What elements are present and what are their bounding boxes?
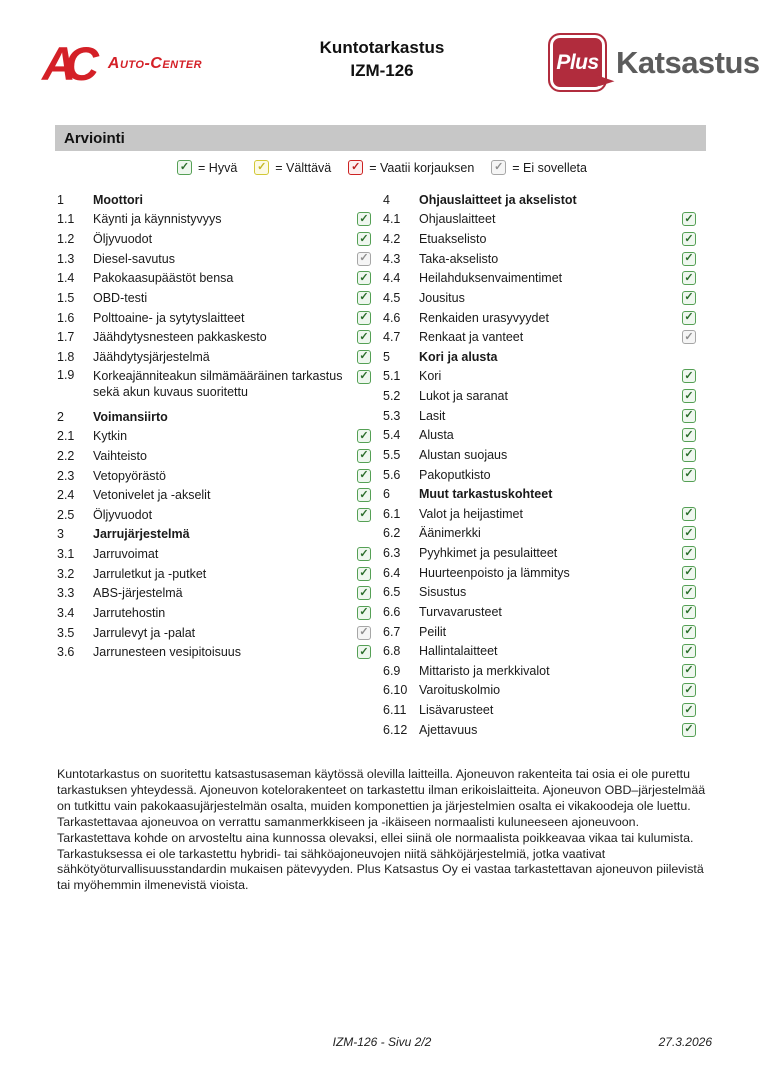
item-label: Renkaiden urasyvyydet: [419, 310, 549, 325]
checklist-row: [383, 661, 696, 681]
checklist-row: [57, 367, 371, 407]
checklist-row: [383, 602, 696, 622]
item-number: 1.3: [57, 251, 75, 266]
legend-item: [491, 160, 587, 175]
item-label: Peilit: [419, 624, 447, 639]
status-checkbox-good: ✓: [682, 526, 696, 540]
status-checkbox-good: ✓: [682, 605, 696, 619]
item-number: 4: [383, 192, 390, 207]
item-label: Alustan suojaus: [419, 447, 508, 462]
checklist-row: [383, 543, 696, 563]
status-checkbox-good: ✓: [682, 585, 696, 599]
item-label: Valot ja heijastimet: [419, 506, 523, 521]
item-label: Jäähdytysnesteen pakkaskesto: [93, 330, 267, 345]
item-number: 4.6: [383, 310, 401, 325]
item-label: Kori: [419, 369, 442, 384]
item-number: 6.7: [383, 624, 401, 639]
checklist-row: [57, 407, 371, 427]
checklist-row: [383, 700, 696, 720]
item-number: 6: [383, 487, 390, 502]
item-number: 5.6: [383, 467, 401, 482]
item-number: 5.4: [383, 428, 401, 443]
legend-label: = Vaatii korjauksen: [369, 160, 475, 175]
item-label: Jarruletkut ja -putket: [93, 566, 207, 581]
item-number: 6.8: [383, 644, 401, 659]
status-checkbox-good: ✓: [682, 252, 696, 266]
plus-katsastus-logo: [548, 33, 760, 92]
checklist-row: [57, 327, 371, 347]
item-label: Ohjauslaitteet: [419, 212, 496, 227]
item-number: 4.1: [383, 212, 401, 227]
item-label: ABS-järjestelmä: [93, 586, 183, 601]
item-label: Varoituskolmio: [419, 683, 501, 698]
status-checkbox-good: ✓: [357, 350, 371, 364]
plus-badge-icon: [548, 33, 607, 92]
item-number: 1.2: [57, 232, 75, 247]
checklist-col-left: [57, 190, 371, 740]
item-number: 1.7: [57, 330, 75, 345]
legend-checkbox-na: ✓: [491, 160, 506, 175]
item-number: 3.1: [57, 547, 75, 562]
item-number: 1.1: [57, 212, 75, 227]
item-label: Moottori: [93, 192, 143, 207]
item-number: 5: [383, 349, 390, 364]
disclaimer-text: Kuntotarkastus on suoritettu katsastusaseman käytössä olevilla laitteilla. Ajoneuvon rakenteita tai osia ei ole purettu tarkastuksen yhteydessä. Ajoneuvon kotelorakenteet on tarkastettu ilman erikoislaitteita. Ajoneuvon OBD–järjestelmää on tutkittu vain pakokaasujärjestelmän osalta, muiden komponettien ja järjestelmien osalta ei vikakoodeja ole luettu. Tarkastettavaa ajoneuvoa on verrattu samanmerkkiseen ja -ikäiseen normaalisti kuluneeseen ajoneuvoon. Tarkastettava kohde on arvosteltu aina kunnossa olevaksi, ellei siinä ole normaalista poikkeavaa vikaa tai kulumista. Tarkastuksessa ei ole tarkastettu hybridi- tai sähköajoneuvojen niitä sähköjärjestelmiä, jotka vaativat sähkötyöturvallisuusstandardin mukaisen pätevyyden. Plus Katsastus Oy ei vastaa tarkastettavan ajoneuvon piilevistä tai myöhemmin ilmenevistä vioista.: [57, 767, 706, 893]
checklist-row: [383, 249, 696, 269]
checklist-row: [383, 269, 696, 289]
item-label: Korkeajänniteakun silmämääräinen tarkastus sekä akun kuvaus suoritettu: [93, 368, 343, 400]
status-checkbox-good: ✓: [682, 311, 696, 325]
checklist-row: [383, 288, 696, 308]
checklist-row: [57, 347, 371, 367]
item-label: Jarrunesteen vesipitoisuus: [93, 645, 241, 660]
status-checkbox-good: ✓: [357, 508, 371, 522]
item-label: Alusta: [419, 428, 454, 443]
checklist-row: [383, 622, 696, 642]
item-number: 4.5: [383, 290, 401, 305]
item-label: Jarrutehostin: [93, 605, 166, 620]
item-label: Kori ja alusta: [419, 349, 498, 364]
item-number: 1.9: [57, 367, 75, 382]
item-number: 4.4: [383, 271, 401, 286]
legend-checkbox-fair: ✓: [254, 160, 269, 175]
auto-center-logo-text: Auto-Center: [107, 54, 203, 72]
checklist-row: [57, 544, 371, 564]
legend-checkbox-repair: ✓: [348, 160, 363, 175]
item-label: Ohjauslaitteet ja akselistot: [419, 192, 577, 207]
status-checkbox-good: ✓: [357, 370, 371, 384]
status-checkbox-good: ✓: [682, 448, 696, 462]
vehicle-registration-number: IZM-126: [350, 61, 414, 80]
item-number: 6.3: [383, 546, 401, 561]
checklist-row: [57, 427, 371, 447]
item-number: 6.9: [383, 663, 401, 678]
item-number: 6.10: [383, 683, 408, 698]
item-label: Öljyvuodot: [93, 232, 153, 247]
checklist-row: [383, 210, 696, 230]
legend-label: = Ei sovelleta: [512, 160, 587, 175]
item-label: Mittaristo ja merkkivalot: [419, 663, 550, 678]
status-checkbox-good: ✓: [682, 232, 696, 246]
legend-label: = Hyvä: [198, 160, 238, 175]
checklist-row: [383, 504, 696, 524]
checklist-row: [57, 466, 371, 486]
item-label: OBD-testi: [93, 290, 148, 305]
item-number: 5.2: [383, 389, 401, 404]
item-number: 4.3: [383, 251, 401, 266]
checklist-row: [383, 229, 696, 249]
item-number: 2.3: [57, 468, 75, 483]
item-label: Ajettavuus: [419, 722, 478, 737]
item-label: Jarruvoimat: [93, 547, 159, 562]
legend-item: [348, 160, 474, 175]
item-label: Vetopyörästö: [93, 468, 166, 483]
checklist-row: [383, 327, 696, 347]
item-label: Pyyhkimet ja pesulaitteet: [419, 546, 558, 561]
item-number: 6.1: [383, 506, 401, 521]
document-title-line1: Kuntotarkastus: [319, 38, 445, 57]
section-title: Arviointi: [64, 129, 125, 147]
status-checkbox-good: ✓: [682, 644, 696, 658]
status-checkbox-na: ✓: [357, 252, 371, 266]
item-label: Jarrulevyt ja -palat: [93, 625, 196, 640]
item-label: Huurteenpoisto ja lämmitys: [419, 565, 570, 580]
item-number: 2.5: [57, 507, 75, 522]
item-number: 6.11: [383, 703, 407, 718]
item-label: Öljyvuodot: [93, 507, 153, 522]
status-checkbox-good: ✓: [682, 271, 696, 285]
checklist-row: [383, 406, 696, 426]
item-label: Taka-akselisto: [419, 251, 499, 266]
checklist-row: [57, 564, 371, 584]
status-checkbox-good: ✓: [682, 389, 696, 403]
item-label: Käynti ja käynnistyvyys: [93, 212, 222, 227]
item-number: 6.6: [383, 604, 401, 619]
section-header-bar: [55, 125, 706, 151]
status-checkbox-good: ✓: [357, 291, 371, 305]
checklist-row: [57, 210, 371, 230]
status-checkbox-good: ✓: [682, 468, 696, 482]
status-checkbox-good: ✓: [682, 291, 696, 305]
item-number: 3.3: [57, 586, 75, 601]
checklist-row: [57, 603, 371, 623]
item-number: 6.2: [383, 526, 401, 541]
checklist-row: [57, 229, 371, 249]
status-checkbox-good: ✓: [357, 606, 371, 620]
item-label: Pakoputkisto: [419, 467, 491, 482]
checklist-row: [57, 485, 371, 505]
item-number: 4.7: [383, 330, 401, 345]
status-checkbox-good: ✓: [682, 507, 696, 521]
status-checkbox-good: ✓: [357, 330, 371, 344]
checklist-row: [383, 484, 696, 504]
status-checkbox-good: ✓: [357, 645, 371, 659]
item-label: Muut tarkastuskohteet: [419, 487, 553, 502]
item-label: Lukot ja saranat: [419, 389, 508, 404]
checklist-row: [383, 367, 696, 387]
status-checkbox-good: ✓: [357, 311, 371, 325]
status-checkbox-good: ✓: [682, 369, 696, 383]
item-number: 5.1: [383, 369, 401, 384]
status-checkbox-good: ✓: [682, 212, 696, 226]
checklist-row: [383, 583, 696, 603]
checklist-row: [383, 465, 696, 485]
item-label: Polttoaine- ja sytytyslaitteet: [93, 310, 245, 325]
checklist-row: [383, 190, 696, 210]
status-checkbox-good: ✓: [682, 683, 696, 697]
checklist-row: [57, 525, 371, 545]
status-checkbox-good: ✓: [357, 586, 371, 600]
status-checkbox-good: ✓: [357, 271, 371, 285]
status-checkbox-good: ✓: [357, 469, 371, 483]
checklist-row: [57, 288, 371, 308]
item-label: Vaihteisto: [93, 448, 147, 463]
item-label: Vetonivelet ja -akselit: [93, 488, 211, 503]
item-number: 2.2: [57, 448, 75, 463]
checklist-row: [383, 563, 696, 583]
item-number: 1: [57, 192, 64, 207]
legend: [0, 160, 764, 175]
item-number: 6.4: [383, 565, 401, 580]
checklist-row: [383, 524, 696, 544]
item-number: 3.4: [57, 605, 75, 620]
item-number: 1.6: [57, 310, 75, 325]
item-label: Jäähdytysjärjestelmä: [93, 349, 210, 364]
status-checkbox-good: ✓: [357, 488, 371, 502]
checklist-row: [383, 641, 696, 661]
item-number: 6.5: [383, 585, 401, 600]
checklist-row: [57, 190, 371, 210]
status-checkbox-good: ✓: [682, 664, 696, 678]
katsastus-logo-text: Katsastus: [616, 44, 760, 80]
item-label: Diesel-savutus: [93, 251, 175, 266]
item-number: 4.2: [383, 232, 401, 247]
status-checkbox-na: ✓: [357, 626, 371, 640]
item-label: Turvavarusteet: [419, 604, 502, 619]
checklist-row: [57, 505, 371, 525]
checklist-row: [57, 584, 371, 604]
status-checkbox-good: ✓: [682, 723, 696, 737]
legend-item: [254, 160, 331, 175]
item-label: Renkaat ja vanteet: [419, 330, 524, 345]
status-checkbox-good: ✓: [682, 566, 696, 580]
page-footer-date: 27.3.2026: [658, 1035, 712, 1049]
item-label: Jousitus: [419, 290, 465, 305]
legend-checkbox-good: ✓: [177, 160, 192, 175]
checklist-row: [383, 720, 696, 740]
status-checkbox-good: ✓: [682, 428, 696, 442]
item-label: Hallintalaitteet: [419, 644, 498, 659]
legend-item: [177, 160, 237, 175]
status-checkbox-good: ✓: [357, 212, 371, 226]
item-number: 5.3: [383, 408, 401, 423]
item-label: Voimansiirto: [93, 409, 168, 424]
status-checkbox-good: ✓: [682, 409, 696, 423]
item-label: Sisustus: [419, 585, 467, 600]
item-number: 6.12: [383, 722, 408, 737]
status-checkbox-good: ✓: [357, 429, 371, 443]
checklist-row: [383, 347, 696, 367]
item-label: Heilahduksenvaimentimet: [419, 271, 563, 286]
item-number: 2: [57, 409, 64, 424]
status-checkbox-good: ✓: [682, 703, 696, 717]
checklist-row: [57, 249, 371, 269]
item-number: 2.4: [57, 488, 75, 503]
item-label: Lasit: [419, 408, 446, 423]
plus-badge-text: Plus: [556, 50, 599, 74]
item-label: Etuakselisto: [419, 232, 487, 247]
status-checkbox-good: ✓: [682, 546, 696, 560]
item-number: 1.5: [57, 290, 75, 305]
item-number: 3.2: [57, 566, 75, 581]
item-number: 1.8: [57, 349, 75, 364]
legend-label: = Välttävä: [275, 160, 332, 175]
checklist-row: [383, 426, 696, 446]
status-checkbox-good: ✓: [682, 625, 696, 639]
status-checkbox-good: ✓: [357, 567, 371, 581]
checklist-col-right: [383, 190, 696, 740]
status-checkbox-na: ✓: [682, 330, 696, 344]
status-checkbox-good: ✓: [357, 232, 371, 246]
checklist-row: [383, 386, 696, 406]
item-label: Jarrujärjestelmä: [93, 527, 190, 542]
item-label: Lisävarusteet: [419, 703, 494, 718]
auto-center-monogram-icon: AC: [42, 37, 88, 90]
item-label: Kytkin: [93, 429, 128, 444]
item-number: 1.4: [57, 271, 75, 286]
checklist-row: [383, 445, 696, 465]
item-number: 3.6: [57, 645, 75, 660]
checklist-row: [383, 681, 696, 701]
checklist-row: [57, 623, 371, 643]
page-footer-label: IZM-126 - Sivu 2/2: [332, 1035, 432, 1049]
item-number: 3.5: [57, 625, 75, 640]
checklist-row: [57, 446, 371, 466]
item-label: Pakokaasupäästöt bensa: [93, 271, 234, 286]
item-label: Äänimerkki: [419, 526, 481, 541]
status-checkbox-good: ✓: [357, 449, 371, 463]
checklist-row: [57, 269, 371, 289]
item-number: 3: [57, 527, 64, 542]
checklist-row: [57, 308, 371, 328]
status-checkbox-good: ✓: [357, 547, 371, 561]
checklist: [57, 190, 696, 740]
item-number: 2.1: [57, 429, 75, 444]
checklist-row: [57, 642, 371, 662]
checklist-row: [383, 308, 696, 328]
item-number: 5.5: [383, 447, 401, 462]
